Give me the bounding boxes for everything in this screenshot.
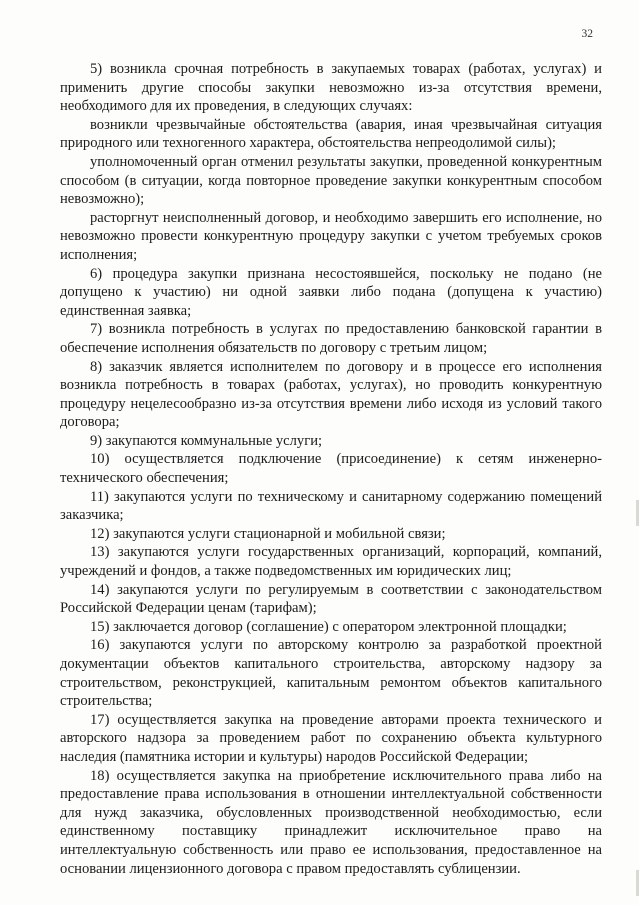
paragraph-item-8: 8) заказчик является исполнителем по договору и в процессе его исполнения возникла потребность в товарах (работах, услугах), но проводить конкурентную процедуру нецелесообразно из-за отсутствия времени либо исходя из условий такого договора; xyxy=(60,358,602,431)
paragraph-cancelled-results: уполномоченный орган отменил результаты закупки, проведенной конкурентным способом (в ситуации, когда повторное проведение закупки конкурентным способом невозможно); xyxy=(60,153,602,208)
paragraph-terminated-contract: расторгнут неисполненный договор, и необходимо завершить его исполнение, но невозможно провести конкурентную процедуру закупки с учетом требуемых сроков исполнения; xyxy=(60,209,602,263)
paragraph-item-18: 18) осуществляется закупка на приобретение исключительного права либо на предоставление права использования в отношении интеллектуальной собственности для нужд заказчика, обусловленных производственной необходимостью, если единственному поставщику принадлежит исключительное право на интеллектуальную собственность или право ее использования, предоставленное на основании лицензионного договора с правом предоставлять сублицензии. xyxy=(60,767,602,877)
paragraph-emergency: возникли чрезвычайные обстоятельства (авария, иная чрезвычайная ситуация природного или техногенного характера, обстоятельства непреодолимой силы); xyxy=(60,116,602,152)
paragraph-item-12: 12) закупаются услуги стационарной и мобильной связи; xyxy=(90,525,446,542)
page-number: 32 xyxy=(581,28,593,40)
paragraph-item-5: 5) возникла срочная потребность в закупаемых товарах (работах, услугах) и применить другие способы закупки невозможно из-за отсутствия времени, необходимого для их проведения, в следующих случаях: xyxy=(60,61,602,115)
paragraph-item-14: 14) закупаются услуги по регулируемым в соответствии с законодательством Российской Федерации ценам (тарифам); xyxy=(60,581,602,617)
paragraph-item-16: 16) закупаются услуги по авторскому контролю за разработкой проектной документации объектов капитального строительства, авторскому надзору за строительством, реконструкцией, капитальным ремонтом объектов капитального строительства; xyxy=(60,637,602,710)
paragraph-item-13: 13) закупаются услуги государственных организаций, корпораций, компаний, учреждений и фондов, а также подведомственных им юридических лиц; xyxy=(60,544,602,580)
paragraph-item-15: 15) заключается договор (соглашение) с оператором электронной площадки; xyxy=(90,618,567,635)
paragraph-item-11: 11) закупаются услуги по техническому и санитарному содержанию помещений заказчика; xyxy=(60,488,602,524)
document-body xyxy=(60,60,602,878)
paragraph-item-9: 9) закупаются коммунальные услуги; xyxy=(90,432,323,449)
paragraph-item-17: 17) осуществляется закупка на проведение авторами проекта технического и авторского надзора за проведением работ по сохранению объекта культурного наследия (памятника истории и культуры) народов Российской Федерации; xyxy=(60,711,602,765)
paragraph-item-7: 7) возникла потребность в услугах по предоставлению банковской гарантии в обеспечение исполнения обязательств по договору с третьим лицом; xyxy=(60,321,602,356)
paragraph-item-6: 6) процедура закупки признана несостоявшейся, поскольку не подано (не допущено к участию) ни одной заявки либо подана (допущена к участию) единственная заявка; xyxy=(60,265,602,319)
paragraph-item-10: 10) осуществляется подключение (присоединение) к сетям инженерно-технического обеспечения; xyxy=(60,451,602,487)
